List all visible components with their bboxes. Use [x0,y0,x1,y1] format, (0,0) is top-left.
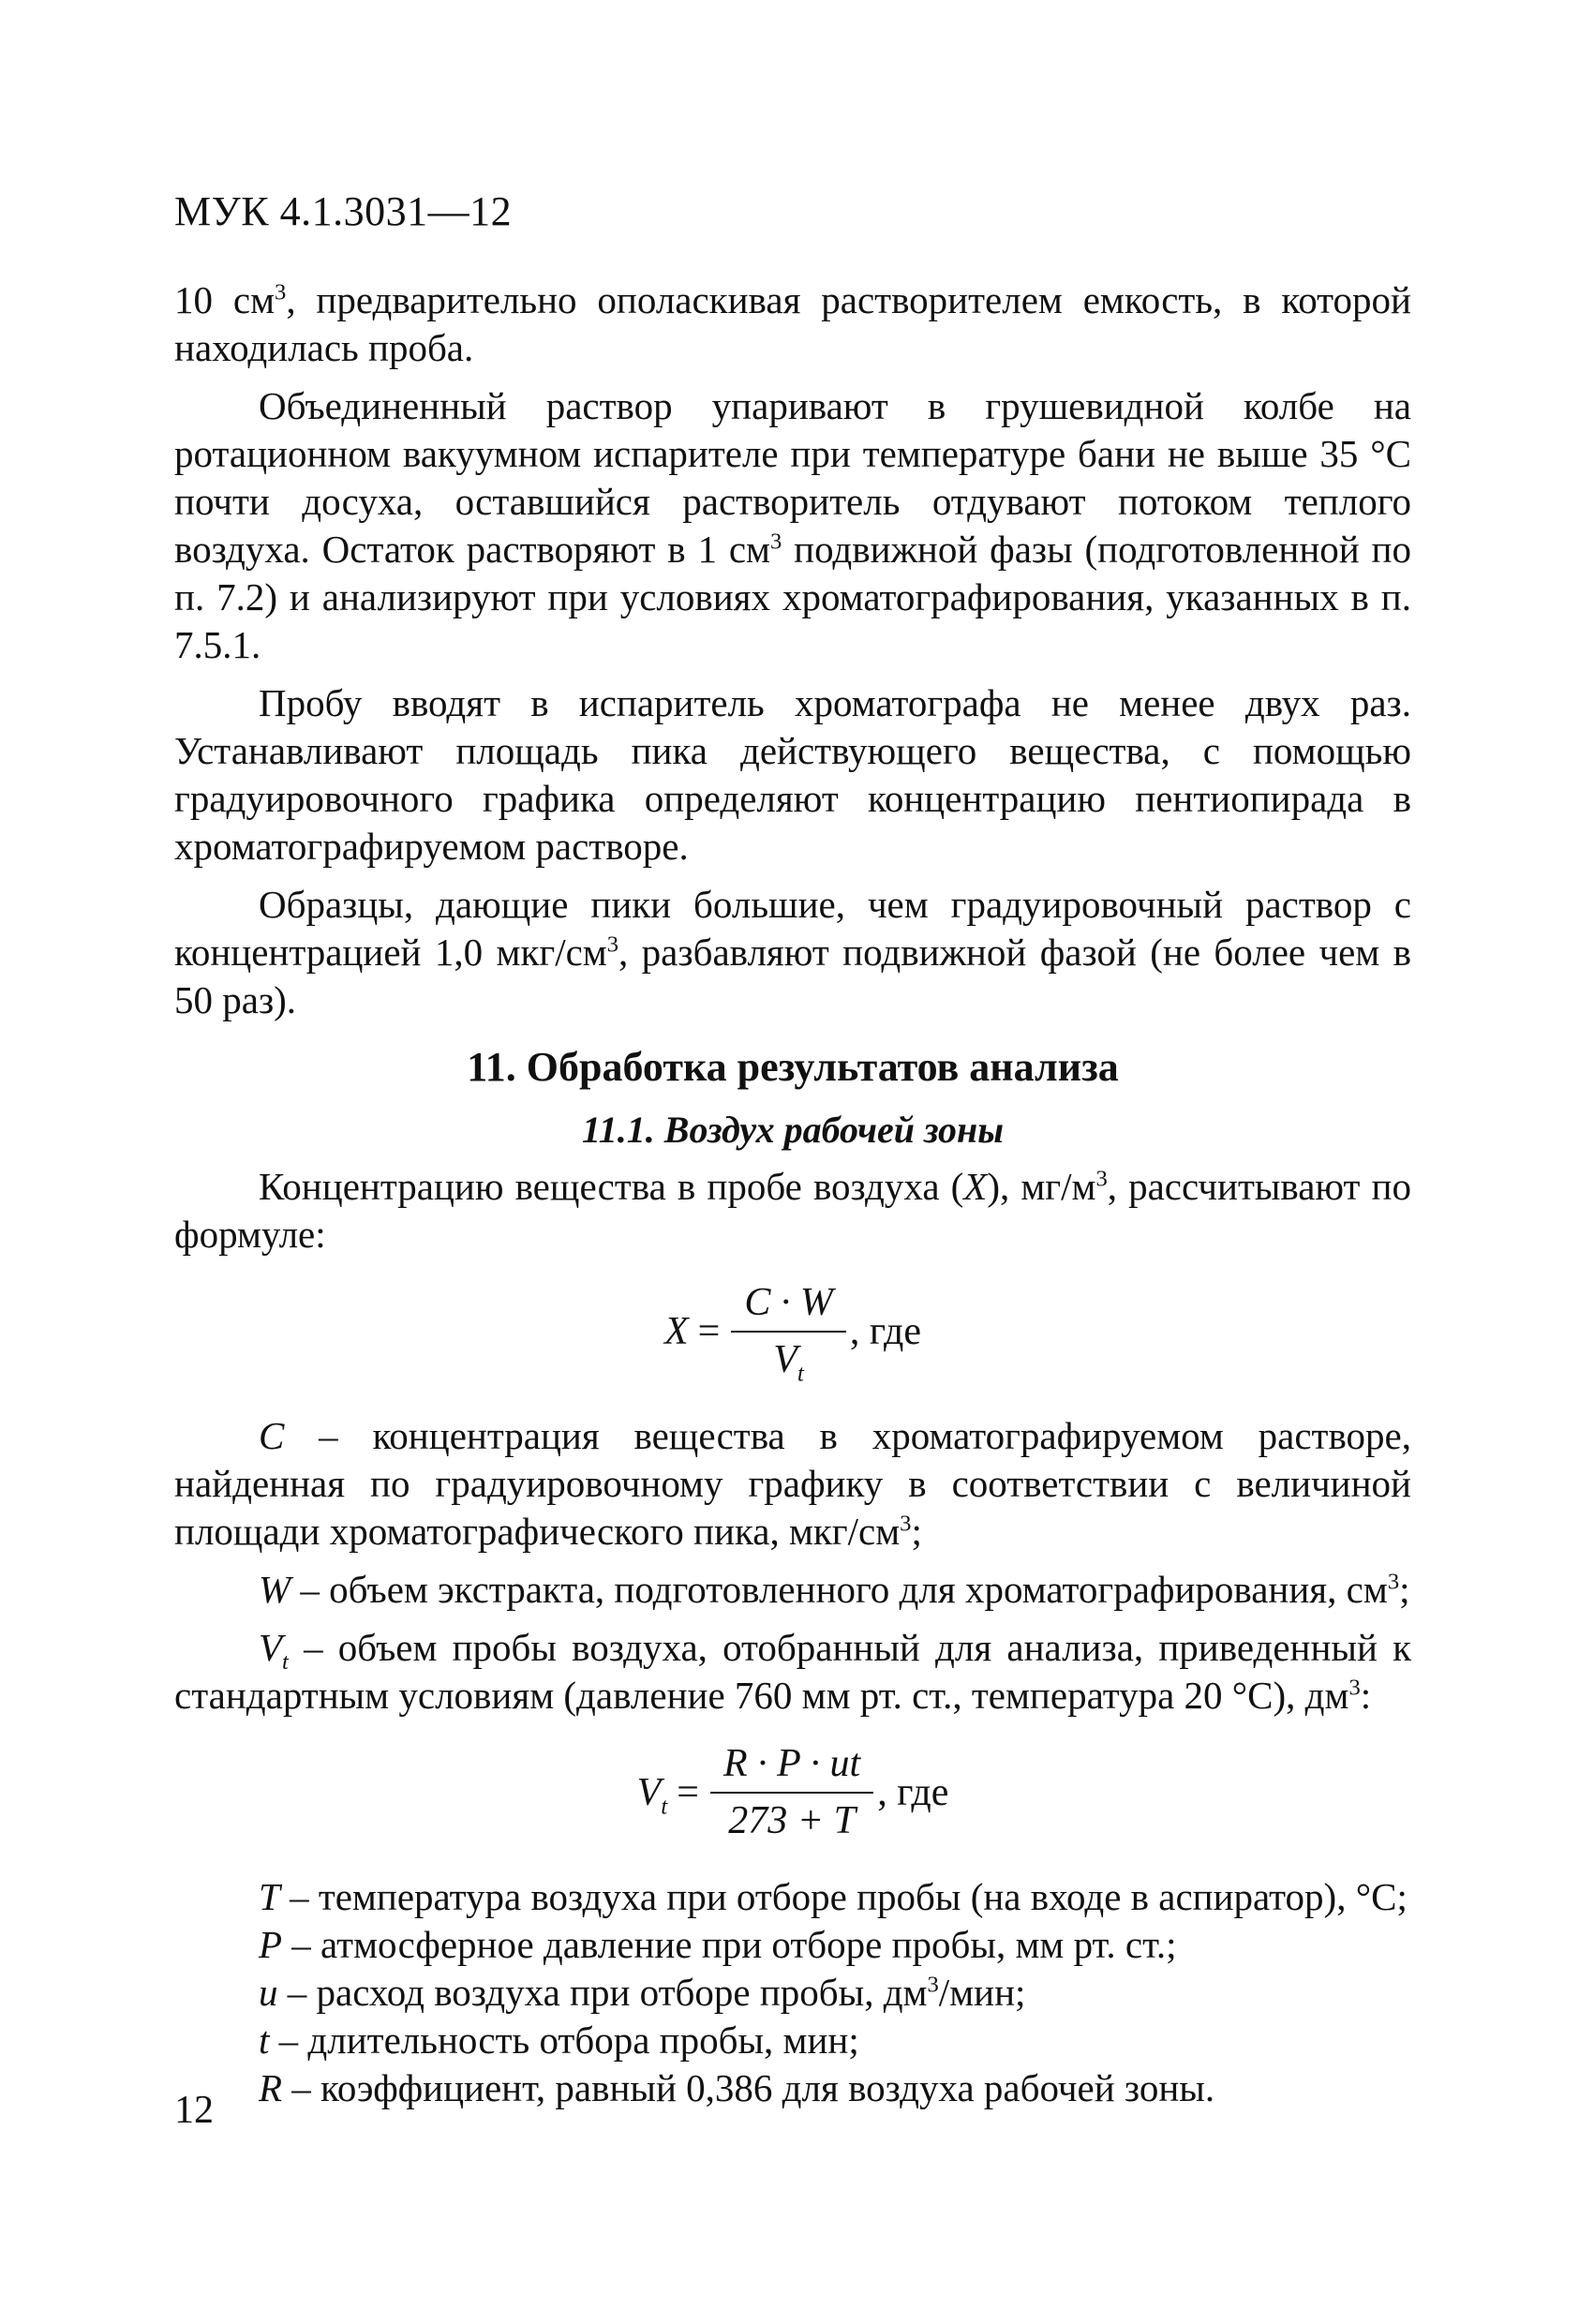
text-span: ; [911,1510,922,1553]
formula-equals: = [677,1770,699,1814]
text-span: Концентрацию вещества в пробе воздуха ( [259,1165,964,1208]
superscript: 3 [927,1972,939,1998]
text-span: , предварительно ополаскивая растворителем емкость, в которой находилась проба. [174,278,1411,369]
text-span: – коэффициент, равный 0,386 для воздуха рабочей зоны. [282,2066,1215,2109]
text-span: – объем экстракта, подготовленного для хроматографирования, см [290,1568,1388,1611]
superscript: 3 [606,931,619,958]
formula-fraction [731,1279,846,1387]
page-number: 12 [174,2089,214,2132]
variable: u [259,1971,278,2014]
formula-concentration [174,1279,1411,1387]
formula-lhs: X [664,1309,689,1353]
text-span: подвижной фазы (подготовленной по п. 7.2) и анализируют при условиях хроматографирования, указанных в п. 7.5.1. [174,528,1411,666]
formula-tail: , где [877,1770,949,1814]
text-span: – концентрация вещества в хроматографируемом растворе, найденная по градуировочному графику в соответствии с величиной площади хроматографического пика, мкг/см [174,1414,1411,1553]
formula-fraction [710,1740,873,1845]
variable: t [259,2019,270,2062]
paragraph-1 [174,276,1411,372]
formula-equals: = [697,1309,721,1353]
variable: C [259,1414,285,1457]
text-span: ; [1399,1568,1410,1611]
definition-c [174,1412,1411,1556]
variable: T [259,1875,280,1918]
text-span: – атмосферное давление при отборе пробы, мм рт. ст.; [282,1923,1177,1966]
subsection-title: 11.1. Воздух рабочей зоны [582,1109,1004,1151]
definition-w [174,1566,1411,1614]
text-span: ), мг/м [987,1165,1096,1208]
text-span: /мин; [938,1971,1026,2014]
definition-vt [174,1624,1411,1720]
running-head: МУК 4.1.3031—12 [174,188,513,234]
text-span: – объем пробы воздуха, отобранный для анализа, приведенный к стандартным условиям (давление 760 мм рт. ст., температура 20 °С), дм [174,1626,1411,1717]
superscript: 3 [1387,1569,1400,1595]
text-span: : [1360,1674,1372,1717]
formula-numerator: C · W [731,1279,846,1333]
paragraph-2 [174,382,1411,669]
variable: R [259,2066,283,2109]
formula-numerator: R · P · ut [710,1740,873,1794]
text-span: Образцы, дающие пики большие, чем градуировочный раствор с концентрацией 1,0 мкг/см [174,883,1411,974]
text-span: Объединенный раствор упаривают в грушевидной колбе на ротационном вакуумном испарителе при температуре бани не выше 35 °С почти досуха, оставшийся растворитель отдувают потоком теплого воздуха. Остаток растворяют в 1 см [174,384,1411,571]
superscript: 3 [1348,1675,1361,1701]
paragraph-3: Пробу вводят в испаритель хроматографа не менее двух раз. Устанавливают площадь пика действующего вещества, с помощью градуировочного графика определяют концентрацию пентиопирада в хроматографируемом растворе. [174,681,1411,868]
formula-tail: , где [849,1309,921,1353]
definition-u [174,1969,1411,2017]
body-text [174,276,1411,2112]
definition-t-duration [174,2017,1411,2064]
variable: X [963,1165,988,1208]
superscript: 3 [275,279,287,305]
superscript: 3 [770,529,782,555]
definition-p [174,1921,1411,1969]
superscript: 3 [1095,1166,1108,1192]
text-span: , разбавляют подвижной фазой (не более чем в 50 раз). [174,931,1411,1021]
variable: W [259,1568,291,1611]
definition-r [174,2064,1411,2112]
variable: V [636,1770,662,1814]
subscript: t [661,1793,668,1819]
text-span: 10 см [174,278,276,321]
variable: P [259,1923,283,1966]
superscript: 3 [900,1511,912,1537]
variable: V [773,1338,797,1381]
paragraph-4 [174,881,1411,1024]
text-span: – температура воздуха при отборе пробы (на входе в аспиратор), °С; [279,1875,1408,1918]
text-span: , рассчитывают по формуле: [174,1165,1411,1256]
formula-lhs [637,1769,668,1817]
text-span: – расход воздуха при отборе пробы, дм [277,1971,928,2014]
definition-t-temp [174,1873,1411,1921]
variable: V [259,1626,283,1669]
text-span: – длительность отбора пробы, мин; [269,2019,859,2062]
formula-volume [174,1740,1411,1845]
formula-denominator: 273 + T [728,1799,856,1842]
formula-denominator [760,1333,817,1387]
subscript: t [797,1361,804,1387]
paragraph-5 [174,1163,1411,1259]
subscript: t [282,1649,289,1676]
variable-definitions [174,1873,1411,2112]
section-title: 11. Обработка результатов анализа [467,1044,1119,1090]
